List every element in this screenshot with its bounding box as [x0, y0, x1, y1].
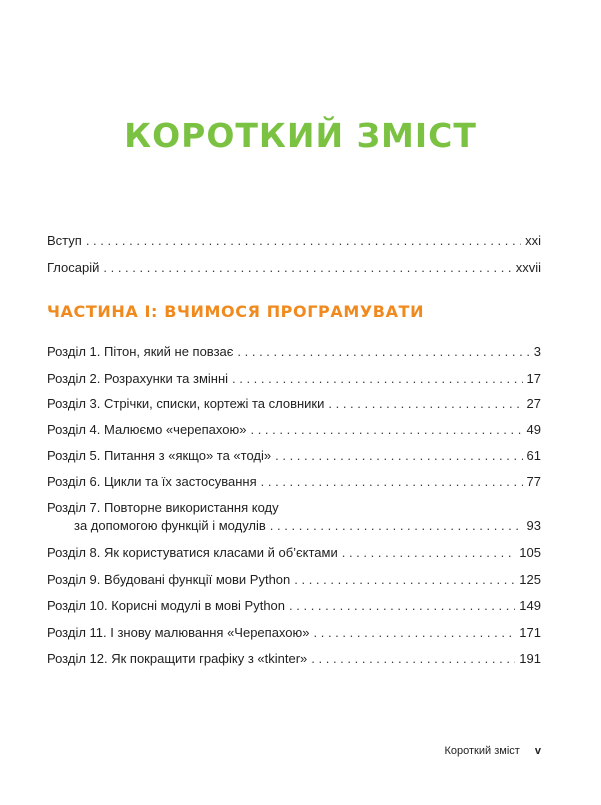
toc-entry-label: Розділ 5. Питання з «якщо» та «тоді»	[47, 448, 272, 463]
dot-leader	[232, 371, 523, 387]
toc-entry-label: Розділ 3. Стрічки, списки, кортежі та словники	[47, 396, 325, 411]
toc-entry-chapter-3[interactable]	[47, 396, 541, 412]
toc-entry-chapter-4[interactable]	[47, 422, 541, 438]
toc-entry-page: 61	[526, 448, 541, 463]
toc-entry-chapter-2[interactable]	[47, 371, 541, 387]
toc-entry-page: 93	[526, 518, 541, 533]
toc-entry-page: 191	[519, 651, 541, 666]
dot-leader	[86, 233, 521, 249]
toc-entry-chapter-7-line1[interactable]: Розділ 7. Повторне використання коду	[47, 500, 279, 515]
toc-entry-chapter-8[interactable]	[47, 545, 541, 561]
toc-entry-chapter-1[interactable]	[47, 344, 541, 360]
toc-entry-page: 17	[526, 371, 541, 386]
toc-entry-label: Розділ 1. Пітон, який не повзає	[47, 344, 234, 359]
toc-entry-page: 171	[519, 625, 541, 640]
dot-leader	[314, 625, 516, 641]
toc-entry-chapter-11[interactable]	[47, 625, 541, 641]
toc-entry-chapter-12[interactable]	[47, 651, 541, 667]
toc-entry-page: 27	[526, 396, 541, 411]
toc-entry-chapter-10[interactable]	[47, 598, 541, 614]
dot-leader	[342, 545, 516, 561]
toc-entry-chapter-5[interactable]	[47, 448, 541, 464]
toc-entry-page: 3	[533, 344, 541, 359]
dot-leader	[270, 518, 523, 534]
dot-leader	[237, 344, 529, 360]
toc-entry-intro[interactable]	[47, 233, 541, 249]
toc-entry-label: Розділ 12. Як покращити графіку з «tkinter»	[47, 651, 308, 666]
dot-leader	[289, 598, 515, 614]
dot-leader	[275, 448, 522, 464]
toc-entry-page: xxvii	[515, 260, 541, 275]
dot-leader	[294, 572, 515, 588]
toc-entry-label: Розділ 9. Вбудовані функції мови Python	[47, 572, 291, 587]
dot-leader	[261, 474, 523, 490]
toc-entry-page: 49	[526, 422, 541, 437]
toc-entry-page: 105	[519, 545, 541, 560]
toc-entry-chapter-6[interactable]	[47, 474, 541, 490]
footer-page-number: v	[534, 745, 541, 757]
dot-leader	[311, 651, 515, 667]
toc-entry-page: xxi	[525, 233, 541, 248]
toc-entry-label: Вступ	[47, 233, 82, 248]
dot-leader	[328, 396, 522, 412]
toc-entry-chapter-7[interactable]	[47, 518, 541, 534]
toc-entry-glossary[interactable]	[47, 260, 541, 276]
toc-entry-label: Розділ 2. Розрахунки та змінні	[47, 371, 229, 386]
toc-entry-page: 149	[519, 598, 541, 613]
dot-leader	[103, 260, 511, 276]
toc-entry-label: за допомогою функцій і модулів	[74, 518, 266, 533]
page-footer	[0, 745, 541, 757]
toc-entry-label: Розділ 4. Малюємо «черепахою»	[47, 422, 247, 437]
dot-leader	[250, 422, 522, 438]
footer-title: Короткий зміст	[444, 745, 520, 757]
toc-entry-label: Розділ 6. Цикли та їх застосування	[47, 474, 257, 489]
toc-entry-page: 77	[526, 474, 541, 489]
toc-entry-page: 125	[519, 572, 541, 587]
toc-entry-chapter-9[interactable]	[47, 572, 541, 588]
part-title: ЧАСТИНА I: ВЧИМОСЯ ПРОГРАМУВАТИ	[47, 302, 425, 321]
toc-entry-label: Розділ 8. Як користуватися класами й об’єктами	[47, 545, 338, 560]
page-title: КОРОТКИЙ ЗМІСТ	[124, 116, 477, 155]
toc-entry-label: Розділ 10. Корисні модулі в мові Python	[47, 598, 286, 613]
toc-entry-label: Розділ 11. І знову малювання «Черепахою»	[47, 625, 310, 640]
toc-entry-label: Глосарій	[47, 260, 100, 275]
